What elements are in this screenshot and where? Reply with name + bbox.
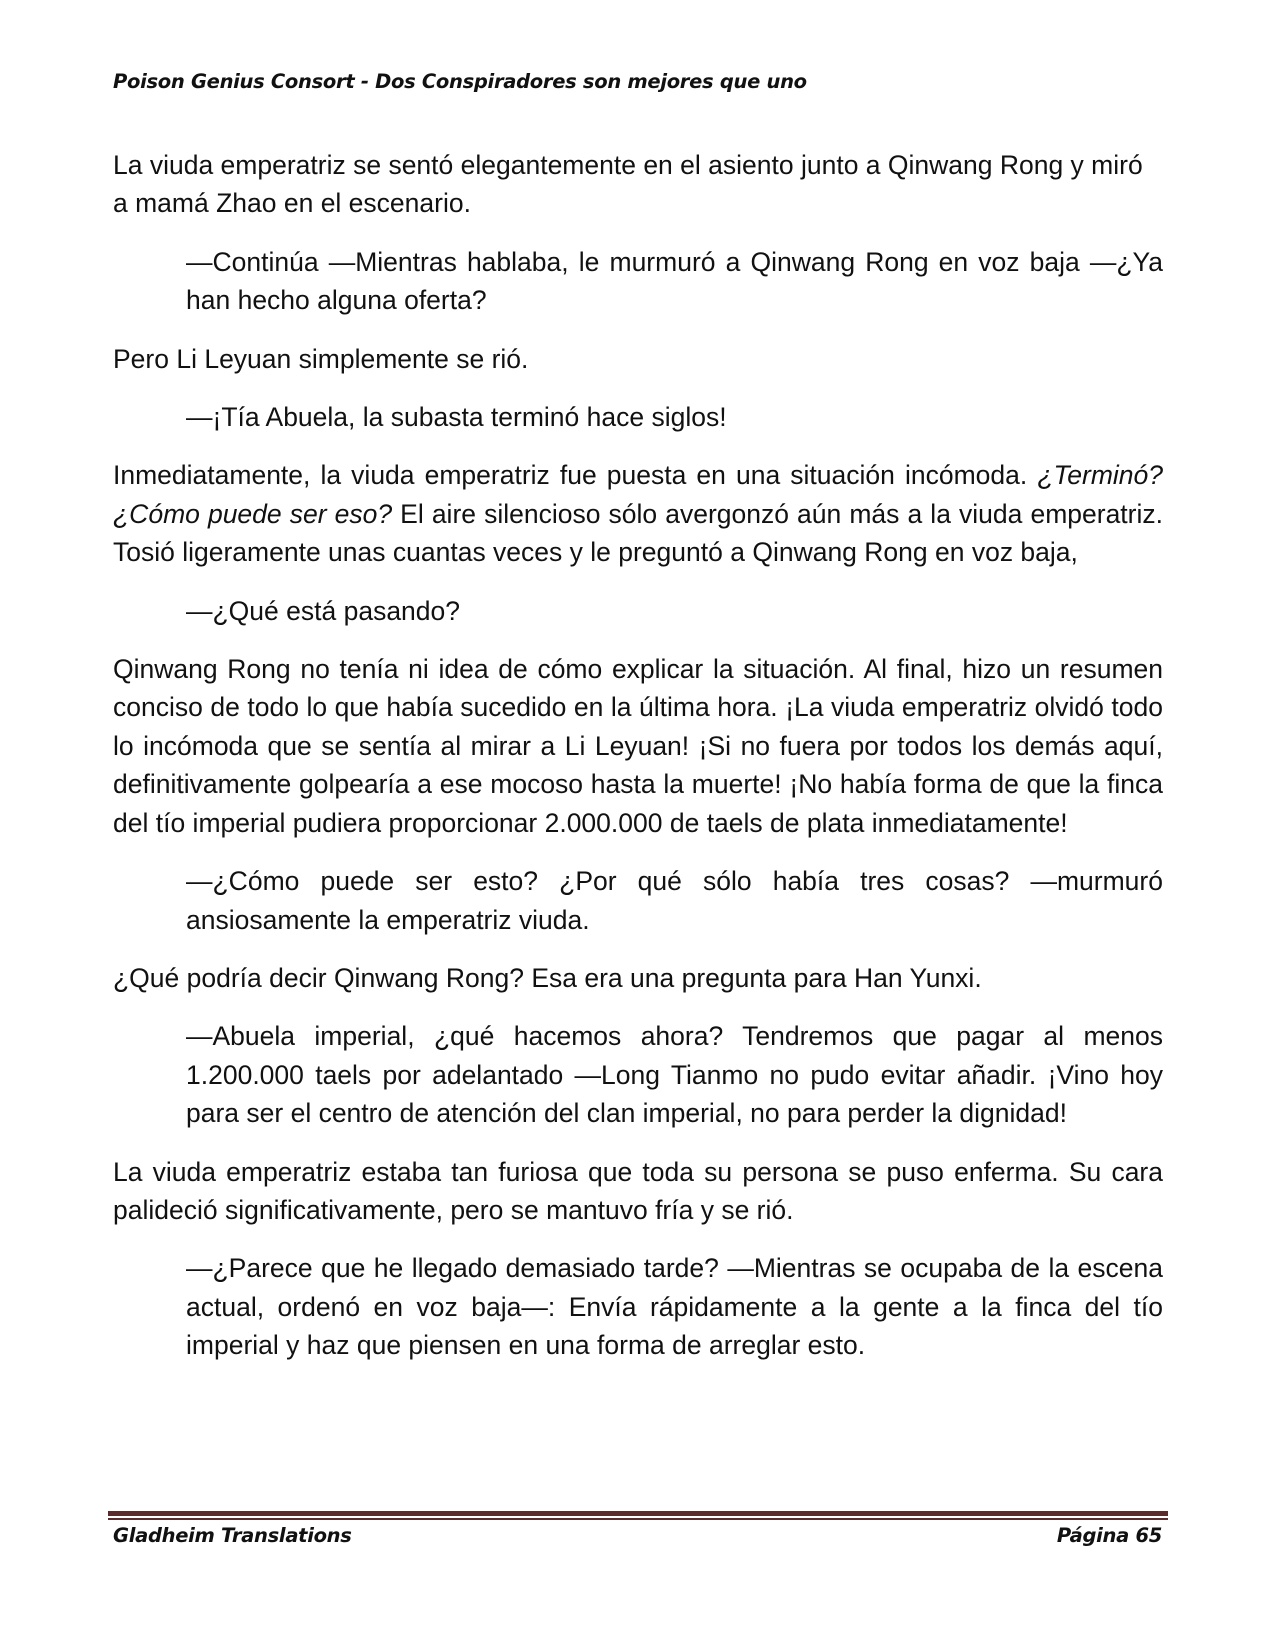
footer-publisher: Gladheim Translations xyxy=(113,1524,352,1547)
dialog-paragraph-4: —¡Tía Abuela, la subasta terminó hace siglos! xyxy=(186,402,727,433)
dialog-paragraph-12: —¿Parece que he llegado demasiado tarde? —Mientras se ocupaba de la escena actual, ordenó en voz baja—: Envía rápidamente a la gente a la finca del tío imperial y haz que piensen en una forma de arreglar esto. xyxy=(186,1253,1163,1361)
paragraph-3: Pero Li Leyuan simplemente se rió. xyxy=(113,343,529,374)
footer-divider xyxy=(108,1511,1168,1521)
dialog-paragraph-6: —¿Qué está pasando? xyxy=(186,595,461,626)
dialog-paragraph-8: —¿Cómo puede ser esto? ¿Por qué sólo había tres cosas? —murmuró ansiosamente la emperatriz viuda. xyxy=(186,866,1163,935)
paragraph-5 xyxy=(113,456,1163,571)
dialog-paragraph-10: —Abuela imperial, ¿qué hacemos ahora? Tendremos que pagar al menos 1.200.000 taels por adelantado —Long Tianmo no pudo evitar añadir. ¡Vino hoy para ser el centro de atención del clan imperial, no para perder la dignidad! xyxy=(186,1021,1163,1129)
page-body xyxy=(113,146,1163,1385)
footer-page-number: Página 65 xyxy=(1056,1524,1162,1547)
footer-divider-thick xyxy=(108,1511,1168,1516)
paragraph-11: La viuda emperatriz estaba tan furiosa que toda su persona se puso enferma. Su cara palideció significativamente, pero se mantuvo fría y se rió. xyxy=(113,1156,1163,1225)
paragraph-7: Qinwang Rong no tenía ni idea de cómo explicar la situación. Al final, hizo un resumen conciso de todo lo que había sucedido en la última hora. ¡La viuda emperatriz olvidó todo lo incómoda que se sentía al mirar a Li Leyuan! ¡Si no fuera por todos los demás aquí, definitivamente golpearía a ese mocoso hasta la muerte! ¡No había forma de que la finca del tío imperial pudiera proporcionar 2.000.000 de taels de plata inmediatamente! xyxy=(113,654,1163,838)
dialog-paragraph-2: —Continúa —Mientras hablaba, le murmuró a Qinwang Rong en voz baja —¿Ya han hecho alguna oferta? xyxy=(186,246,1163,316)
paragraph-5-italic-thought: ¿Terminó? ¿Cómo puede ser eso? xyxy=(113,460,1163,529)
paragraph-9: ¿Qué podría decir Qinwang Rong? Esa era una pregunta para Han Yunxi. xyxy=(113,962,982,993)
paragraph-1: La viuda emperatriz se sentó elegantemente en el asiento junto a Qinwang Rong y miró a mamá Zhao en el escenario. xyxy=(113,150,1143,219)
footer-divider-thin xyxy=(108,1518,1168,1520)
paragraph-5-text-after: El aire silencioso sólo avergonzó aún más a la viuda emperatriz. Tosió ligeramente unas cuantas veces y le preguntó a Qinwang Rong en voz baja, xyxy=(113,498,1163,568)
paragraph-5-text-before: Inmediatamente, la viuda emperatriz fue puesta en una situación incómoda. xyxy=(113,460,1038,491)
running-header: Poison Genius Consort - Dos Conspiradores son mejores que uno xyxy=(113,70,807,93)
